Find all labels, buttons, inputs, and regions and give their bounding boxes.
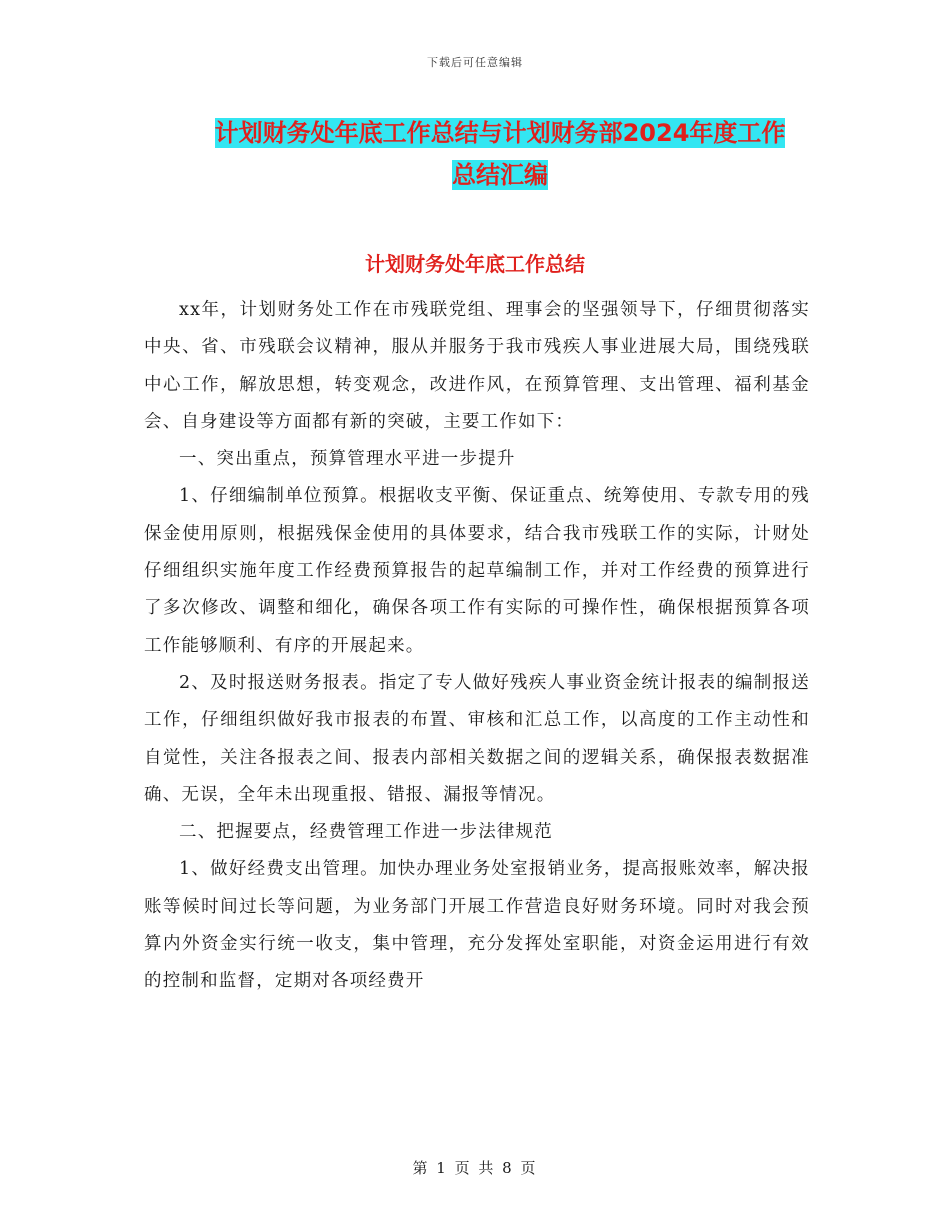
paragraph-1-2: 2、及时报送财务报表。指定了专人做好残疾人事业资金统计报表的编制报送工作，仔细组织做好我市报表的布置、审核和汇总工作，以高度的工作主动性和自觉性，关注各报表之间、报表内部相关数据之间的逻辑关系，确保报表数据准确、无误，全年未出现重报、错报、漏报等情况。 — [144, 672, 810, 805]
section-title: 计划财务处年底工作总结 — [365, 252, 585, 276]
document-title — [150, 112, 850, 196]
paragraph-intro: xx年，计划财务处工作在市残联党组、理事会的坚强领导下，仔细贯彻落实中央、省、市残联会议精神，服从并服务于我市残疾人事业进展大局，围绕残联中心工作，解放思想，转变观念，改进作风，在预算管理、支出管理、福利基金会、自身建设等方面都有新的突破，主要工作如下： — [144, 300, 810, 432]
document-body — [144, 292, 810, 1001]
paragraph-2-1: 1、做好经费支出管理。加快办理业务处室报销业务，提高报账效率，解决报账等候时间过长等问题，为业务部门开展工作营造良好财务环境。同时对我会预算内外资金实行统一收支，集中管理，充分发挥处室职能，对资金运用进行有效的控制和监督，定期对各项经费开 — [144, 859, 810, 992]
paragraph-heading-1: 一、突出重点，预算管理水平进一步提升 — [179, 449, 516, 470]
page-footer: 第 1 页 共 8 页 — [412, 1159, 538, 1177]
paragraph-heading-2: 二、把握要点，经费管理工作进一步法律规范 — [179, 822, 553, 843]
header-note: 下载后可任意编辑 — [427, 56, 523, 69]
paragraph-1-1: 1、仔细编制单位预算。根据收支平衡、保证重点、统筹使用、专款专用的残保金使用原则，根据残保金使用的具体要求，结合我市残联工作的实际，计财处仔细组织实施年度工作经费预算报告的起草编制工作，并对工作经费的预算进行了多次修改、调整和细化，确保各项工作有实际的可操作性，确保根据预算各项工作能够顺利、有序的开展起来。 — [144, 486, 810, 656]
document-title-line1: 计划财务处年底工作总结与计划财务部2024年度工作 — [214, 119, 786, 147]
document-title-line2: 总结汇编 — [452, 161, 548, 189]
